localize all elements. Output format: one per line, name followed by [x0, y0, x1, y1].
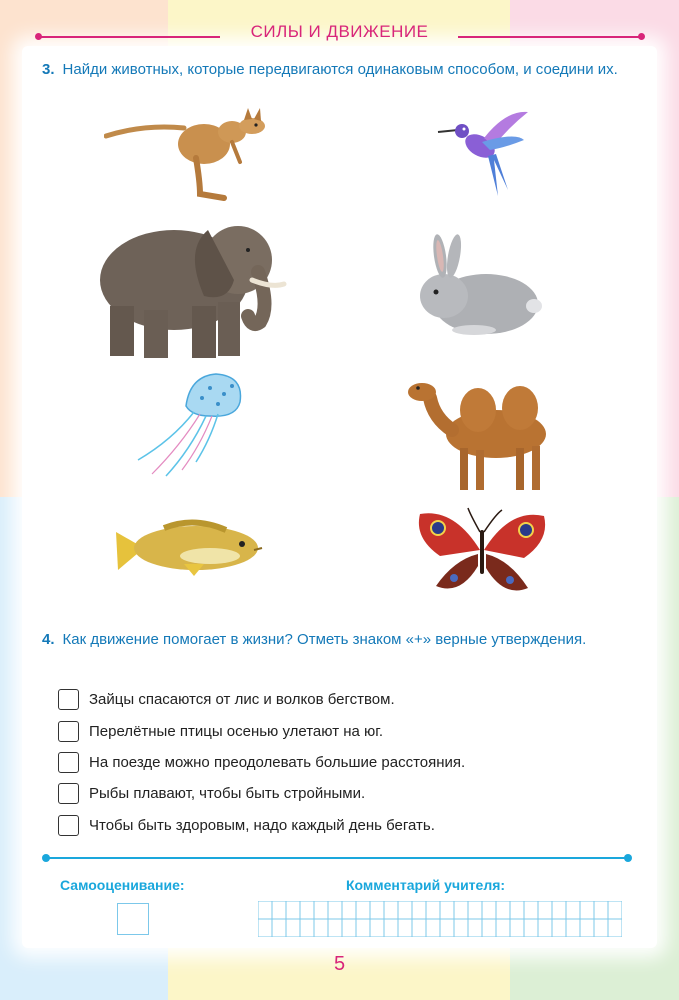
answer-checkbox-1[interactable]	[58, 689, 79, 710]
answer-label: Перелётные птицы осенью улетают на юг.	[89, 722, 384, 740]
teacher-comment-label: Комментарий учителя:	[346, 877, 506, 893]
answer-checkbox-3[interactable]	[58, 752, 79, 773]
answer-label: На поезде можно преодолевать большие расстояния.	[89, 753, 466, 771]
answer-label: Рыбы плавают, чтобы быть стройными.	[89, 784, 366, 802]
butterfly-image[interactable]	[414, 506, 550, 598]
page-title: СИЛЫ И ДВИЖЕНИЕ	[250, 22, 429, 41]
task-3	[42, 60, 638, 80]
answer-checkbox-2[interactable]	[58, 721, 79, 742]
separator-dot-left	[42, 854, 50, 862]
task-3-number: 3.	[42, 61, 55, 78]
footer-separator	[46, 857, 628, 859]
task-4-text: Как движение помогает в жизни? Отметь знаком «+» верные утверждения.	[62, 631, 587, 648]
jellyfish-image[interactable]	[132, 370, 248, 480]
list-item	[58, 718, 383, 744]
list-item	[58, 780, 365, 806]
answer-checkbox-4[interactable]	[58, 783, 79, 804]
answer-label: Зайцы спасаются от лис и волков бегством.	[89, 690, 395, 708]
self-assessment-label: Самооценивание:	[60, 877, 185, 893]
self-assessment-box[interactable]	[117, 903, 149, 935]
elephant-image[interactable]	[88, 210, 288, 362]
list-item	[58, 686, 395, 712]
fish-image[interactable]	[114, 518, 264, 580]
teacher-comment-grid[interactable]	[258, 901, 622, 937]
separator-dot-right	[624, 854, 632, 862]
rabbit-image[interactable]	[414, 234, 546, 336]
kangaroo-image[interactable]	[104, 106, 274, 202]
hummingbird-image[interactable]	[436, 106, 532, 202]
list-item	[58, 749, 465, 775]
camel-image[interactable]	[404, 368, 560, 494]
answer-checkbox-5[interactable]	[58, 815, 79, 836]
task-3-text: Найди животных, которые передвигаются одинаковым способом, и соедини их.	[62, 61, 618, 78]
task-4-number: 4.	[42, 631, 55, 648]
page-number: 5	[333, 953, 346, 975]
answer-label: Чтобы быть здоровым, надо каждый день бегать.	[89, 816, 435, 834]
list-item	[58, 812, 435, 838]
task-4	[42, 630, 638, 650]
